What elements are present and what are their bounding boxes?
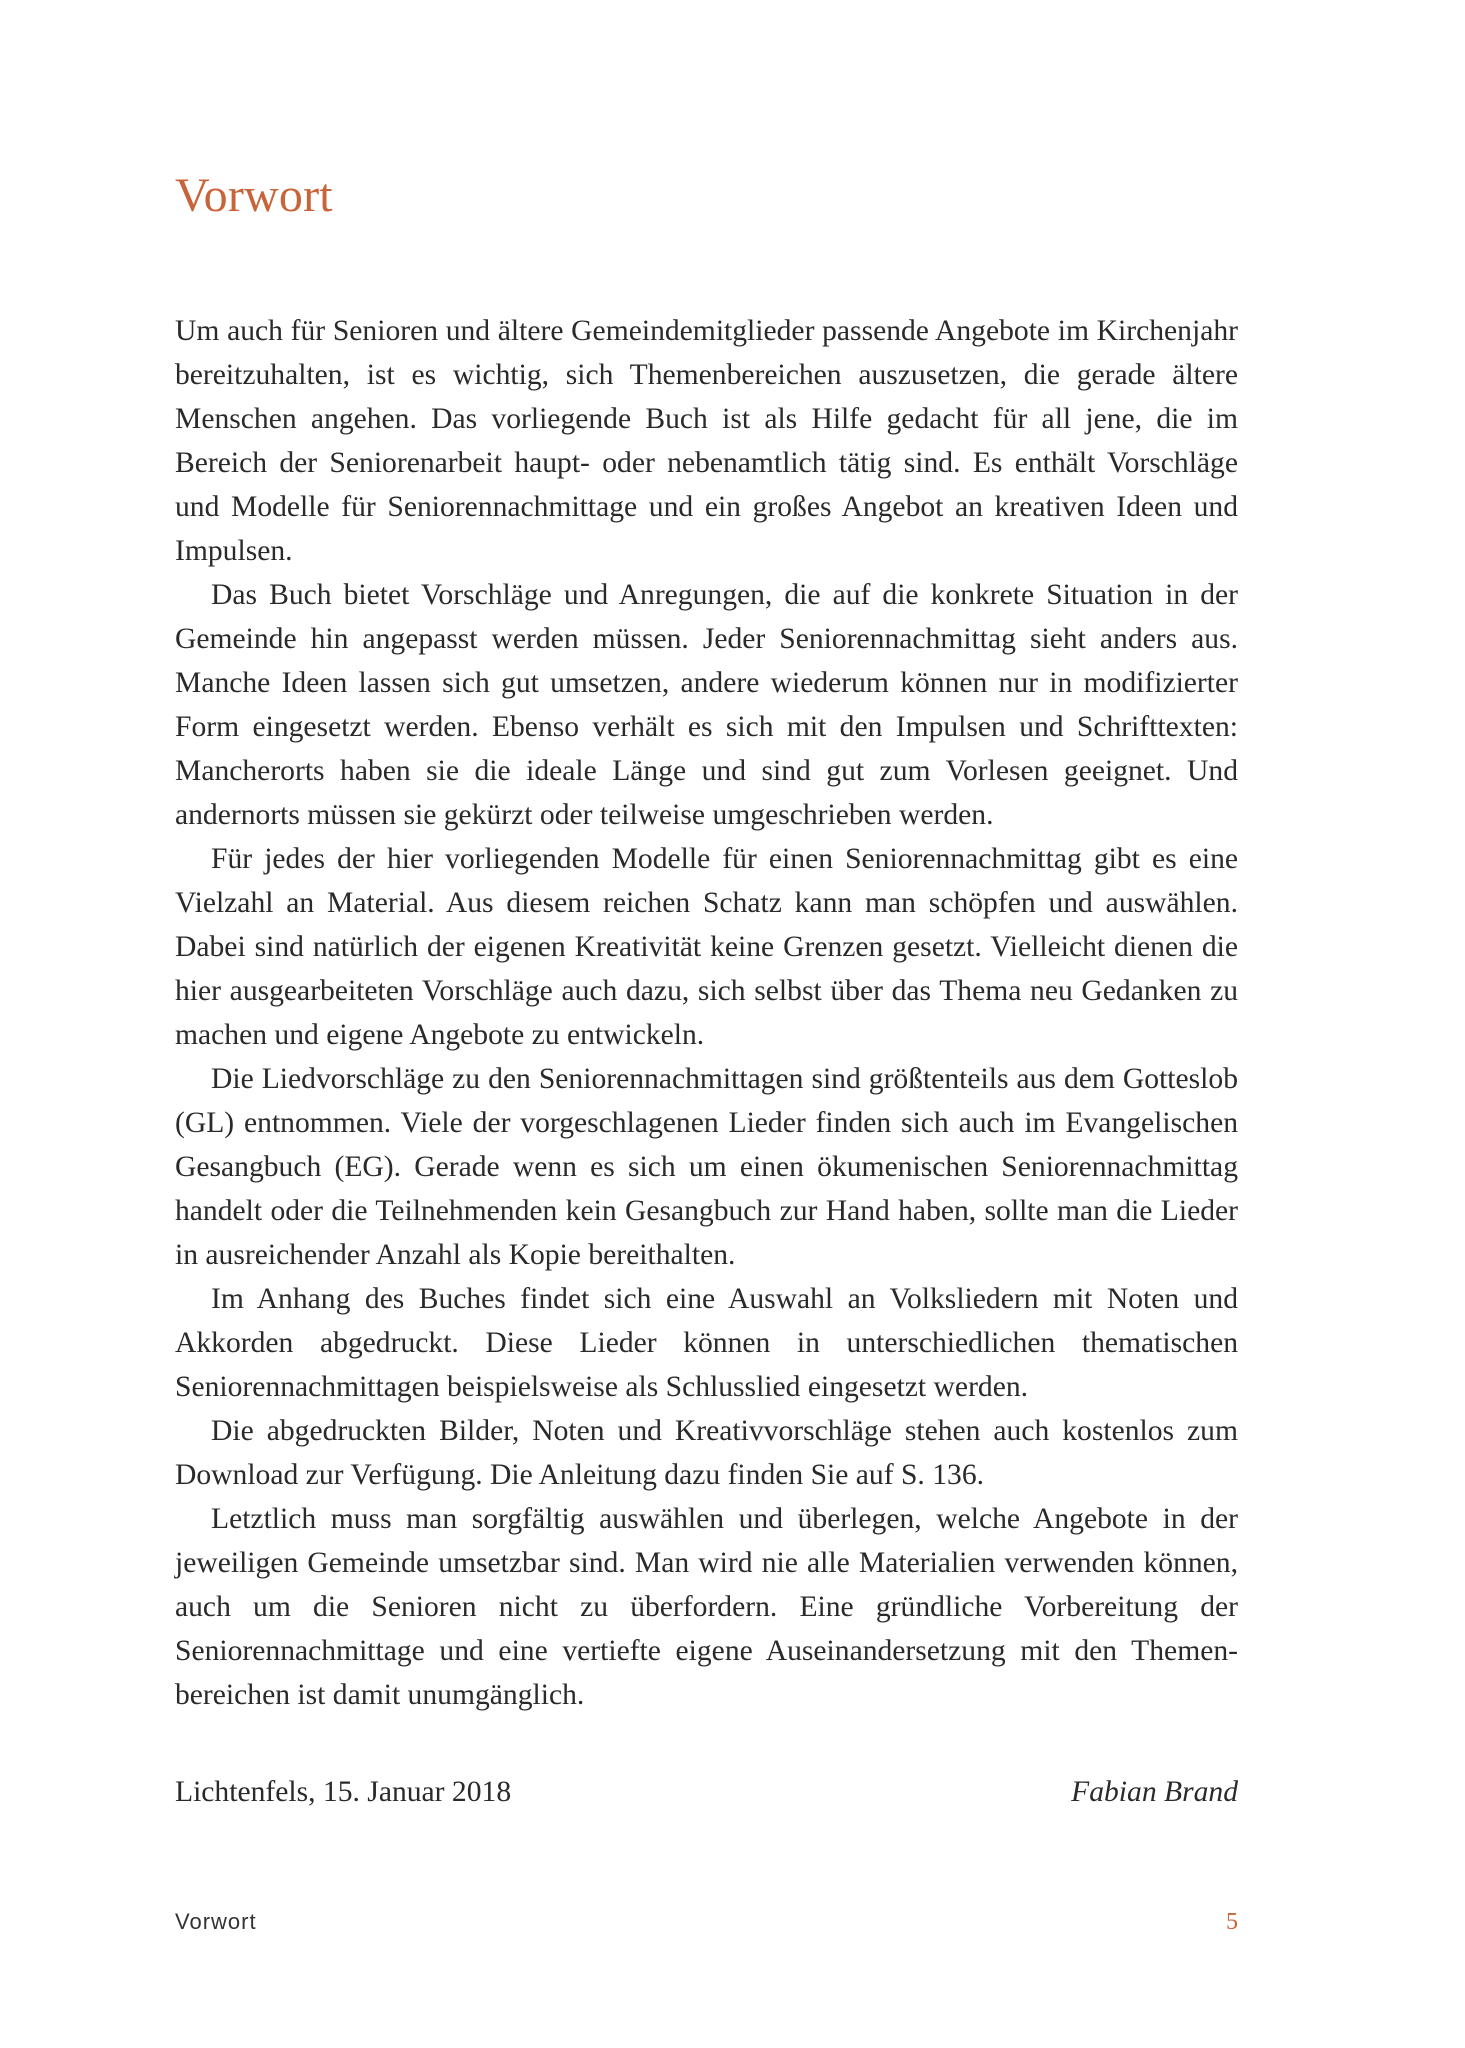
paragraph: Für jedes der hier vorliegenden Modelle für einen Seniorennachmittag gibt es eine Vielzahl an Material. Aus diesem reichen Schatz kann man schöpfen und auswählen. Dabei sind natürlich der eigenen Kreativität keine Grenzen gesetzt. Vielleicht dienen die hier ausgearbeiteten Vorschläge auch dazu, sich selbst über das Thema neu Gedanken zu machen und eigene Angebote zu entwickeln. [175,843,1238,1051]
body-text [175,309,1238,1717]
page-footer [175,1909,1238,1936]
place-date: Lichtenfels, 15. Januar 2018 [175,1776,512,1808]
paragraph: Die abgedruckten Bilder, Noten und Kreativvorschläge stehen auch kostenlos zum Download zur Verfügung. Die Anleitung dazu finden Sie auf S. 136. [175,1415,1238,1491]
paragraph: Letztlich muss man sorgfältig auswählen und überlegen, welche Angebote in der jeweiligen Gemeinde umsetzbar sind. Man wird nie alle Materialien verwenden können, auch um die Senioren nicht zu überfordern. Eine gründliche Vorbereitung der Seniorennachmittage und eine vertiefte eigene Auseinandersetzung mit den Themenbereichen ist damit unumgänglich. [175,1503,1238,1711]
signoff [175,1770,1238,1814]
paragraph: Das Buch bietet Vorschläge und Anregungen, die auf die konkrete Situation in der Gemeinde hin angepasst werden müssen. Jeder Seniorennachmittag sieht anders aus. Manche Ideen lassen sich gut umsetzen, andere wiederum können nur in modifizierter Form eingesetzt werden. Ebenso verhält es sich mit den Impulsen und Schrifttexten: Mancherorts haben sie die ideale Länge und sind gut zum Vorlesen geeignet. Und andernorts müssen sie gekürzt oder teilweise umgeschrieben werden. [175,579,1238,831]
running-footer-title: Vorwort [175,1909,257,1934]
page-title: Vorwort [175,169,333,222]
paragraph: Die Liedvorschläge zu den Seniorennachmittagen sind größtenteils aus dem Gotteslob (GL) entnommen. Viele der vorgeschlagenen Lieder finden sich auch im Evangelischen Gesangbuch (EG). Gerade wenn es sich um einen ökumenischen Seniorennachmittag handelt oder die Teilnehmenden kein Gesangbuch zur Hand haben, sollte man die Lieder in ausreichender Anzahl als Kopie bereithalten. [175,1063,1238,1271]
paragraph: Um auch für Senioren und ältere Gemeindemitglieder passende Angebote im Kirchenjahr bereitzuhalten, ist es wichtig, sich Themenbereichen auszusetzen, die gerade ältere Menschen angehen. Das vorliegende Buch ist als Hilfe gedacht für all jene, die im Bereich der Seniorenarbeit haupt- oder nebenamtlich tätig sind. Es enthält Vorschläge und Modelle für Seniorennachmittage und ein großes Angebot an kreativen Ideen und Impulsen. [175,315,1238,567]
page-number: 5 [1226,1909,1238,1935]
author-name: Fabian Brand [1071,1776,1238,1808]
paragraph: Im Anhang des Buches findet sich eine Auswahl an Volksliedern mit Noten und Akkorden abgedruckt. Diese Lieder können in unterschiedlichen thematischen Seniorennachmittagen beispielsweise als Schlusslied eingesetzt werden. [175,1283,1238,1403]
